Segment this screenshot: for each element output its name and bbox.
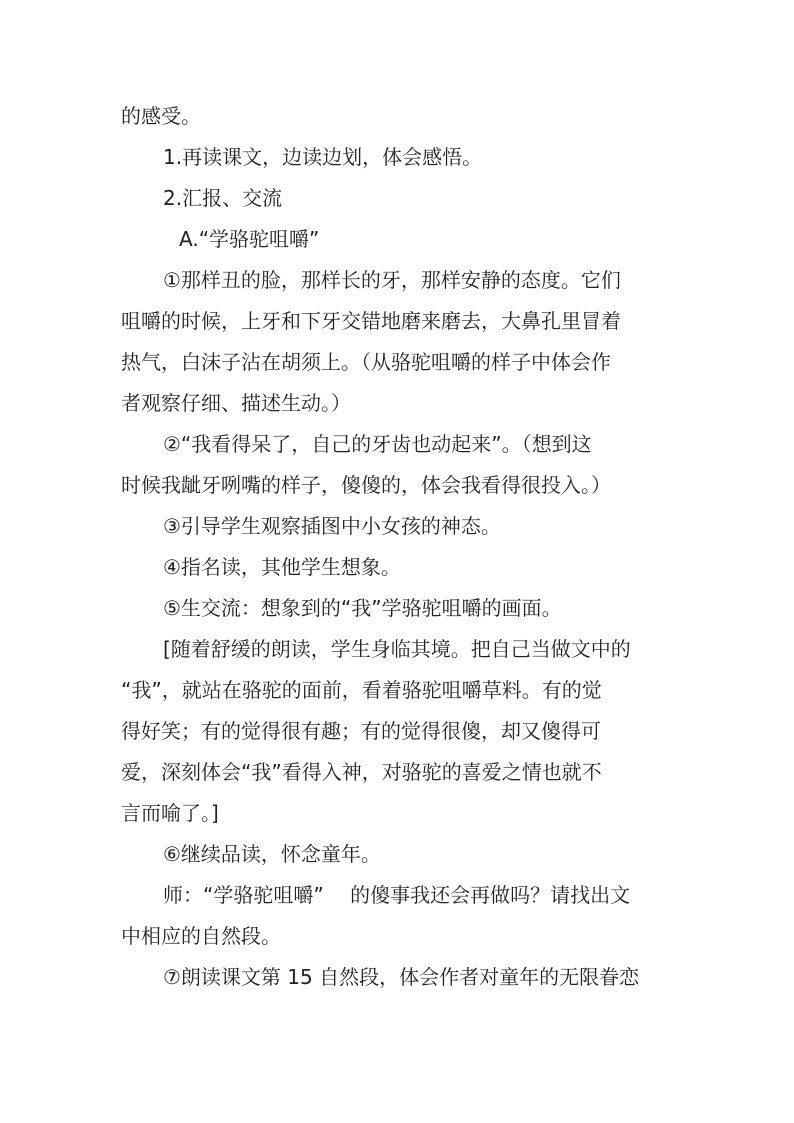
text-line: 1.再读课文，边读边划，体会感悟。 [163, 145, 483, 169]
document-body [121, 96, 661, 998]
text-line: ⑥继续品读，怀念童年。 [163, 842, 381, 866]
text-line: 时候我龇牙咧嘴的样子，傻傻的，体会我看得很投入。） [121, 473, 611, 497]
text-line: ②“我看得呆了，自己的牙齿也动起来”。（想到这 [163, 432, 592, 456]
text-line: 得好笑；有的觉得很有趣；有的觉得很傻，却又傻得可 [121, 719, 601, 743]
text-line: ④指名读，其他学生想象。 [163, 555, 401, 579]
text-line: 爱，深刻体会“我”看得入神，对骆驼的喜爱之情也就不 [121, 760, 602, 784]
text-line: ①那样丑的脸，那样长的牙，那样安静的态度。它们 [163, 268, 621, 292]
text-line: 者观察仔细、描述生动。） [121, 391, 351, 415]
text-line: [随着舒缓的朗读，学生身临其境。把自己当做文中的 [163, 637, 631, 661]
text-line: 言而喻了。] [121, 801, 219, 825]
text-line: 咀嚼的时候，上牙和下牙交错地磨来磨去，大鼻孔里冒着 [121, 309, 621, 333]
text-line: 师：“学骆驼咀嚼” 的傻事我还会再做吗？请找出文 [163, 883, 631, 907]
text-line: A.“学骆驼咀嚼” [179, 227, 320, 251]
text-line: 的感受。 [121, 104, 201, 128]
text-line: 热气，白沫子沾在胡须上。（从骆驼咀嚼的样子中体会作 [121, 350, 611, 374]
text-line: ③引导学生观察插图中小女孩的神态。 [163, 514, 501, 538]
text-line: “我”，就站在骆驼的面前，看着骆驼咀嚼草料。有的觉 [121, 678, 602, 702]
text-line: ⑦朗读课文第 15 自然段，体会作者对童年的无限眷恋 [163, 965, 640, 989]
text-line: 2.汇报、交流 [163, 186, 283, 210]
text-line: ⑤生交流：想象到的“我”学骆驼咀嚼的画面。 [163, 596, 562, 620]
text-line: 中相应的自然段。 [121, 924, 281, 948]
